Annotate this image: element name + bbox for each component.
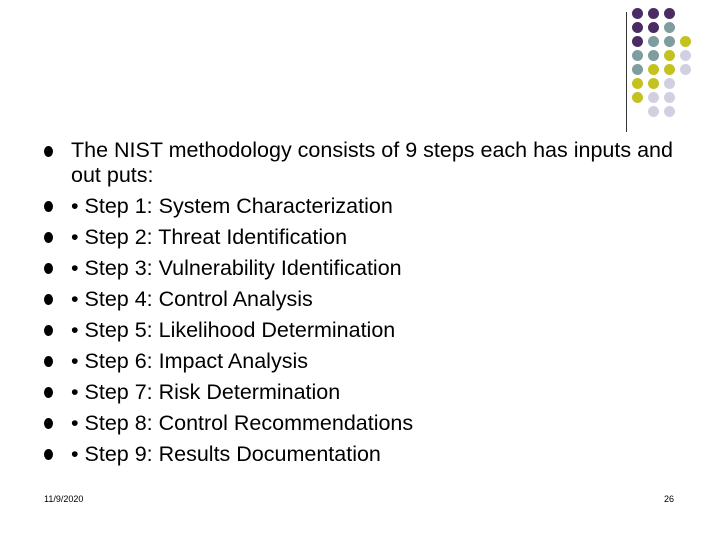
bullet-intro: The NIST methodology consists of 9 steps each has inputs and out puts:: [44, 138, 694, 188]
decorative-dot: [632, 78, 643, 89]
decorative-dot: [648, 22, 659, 33]
list-item: • Step 5: Likelihood Determination: [44, 315, 694, 346]
decorative-dot: [632, 92, 643, 103]
decorative-dot: [648, 106, 659, 117]
decorative-dot: [664, 92, 675, 103]
list-item: • Step 3: Vulnerability Identification: [44, 253, 694, 284]
decorative-dot: [648, 50, 659, 61]
decorative-dot: [632, 22, 643, 33]
list-item: • Step 7: Risk Determination: [44, 377, 694, 408]
decorative-dot: [680, 64, 691, 75]
page-number: 26: [664, 494, 675, 504]
decorative-dot: [648, 36, 659, 47]
decorative-dot: [648, 8, 659, 19]
decorative-dot: [632, 8, 643, 19]
decorative-dot: [664, 78, 675, 89]
decorative-dot: [664, 8, 675, 19]
decorative-dot: [664, 36, 675, 47]
decorative-dot-grid-icon: [620, 8, 720, 138]
list-item: • Step 9: Results Documentation: [44, 439, 694, 470]
decorative-dot: [680, 50, 691, 61]
decorative-dot: [664, 106, 675, 117]
decorative-dot: [664, 64, 675, 75]
decorative-dot: [632, 64, 643, 75]
list-item: • Step 8: Control Recommendations: [44, 408, 694, 439]
decorative-dot: [648, 64, 659, 75]
list-item: • Step 2: Threat Identification: [44, 222, 694, 253]
decorative-dot: [648, 78, 659, 89]
bullet-list: [44, 138, 694, 470]
decorative-dot: [680, 36, 691, 47]
list-item: • Step 6: Impact Analysis: [44, 346, 694, 377]
decorative-dot: [664, 22, 675, 33]
decorative-dot: [632, 36, 643, 47]
footer-date: 11/9/2020: [44, 494, 84, 504]
list-item: • Step 1: System Characterization: [44, 191, 694, 222]
decorative-dot: [664, 50, 675, 61]
list-item: • Step 4: Control Analysis: [44, 284, 694, 315]
decorative-dot: [632, 50, 643, 61]
decorative-dot: [648, 92, 659, 103]
